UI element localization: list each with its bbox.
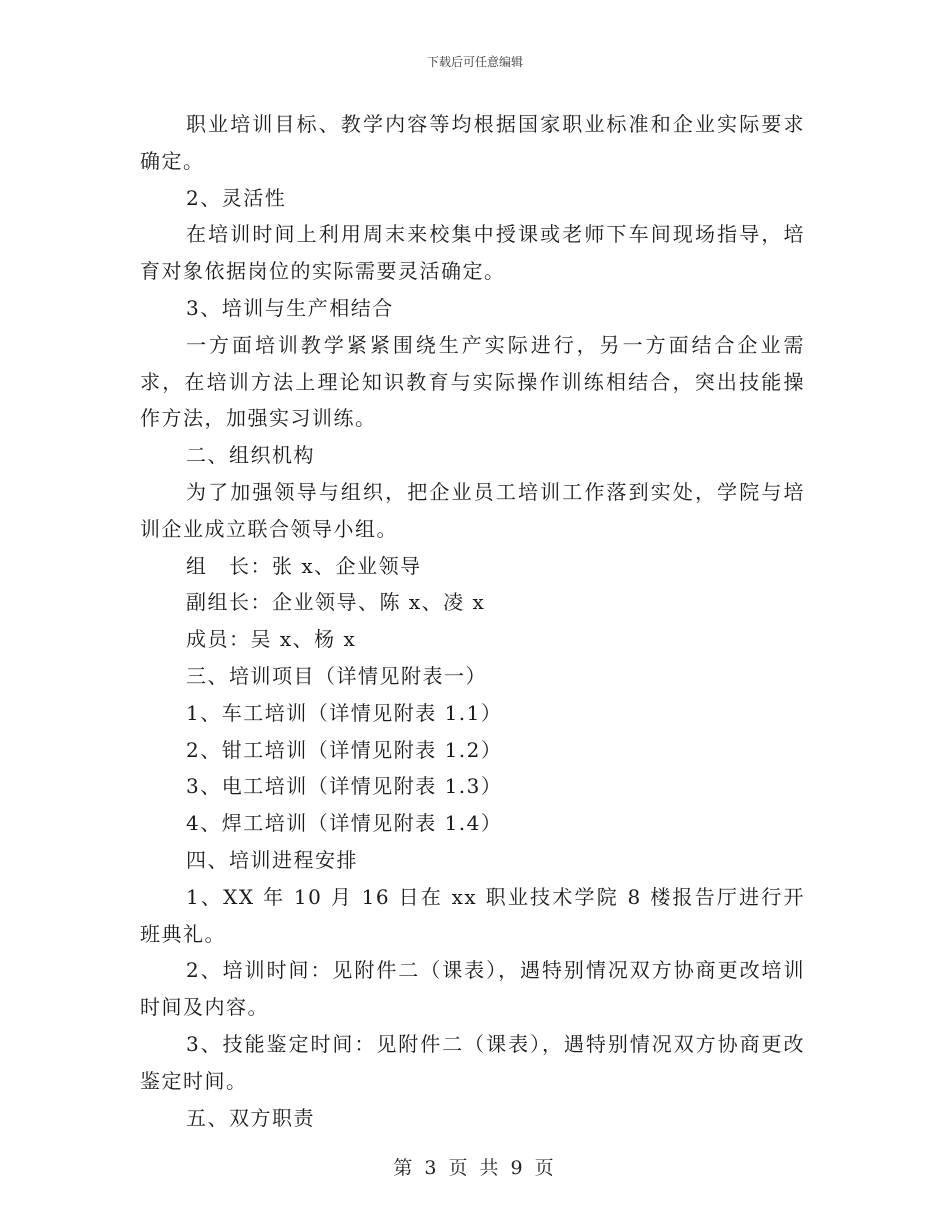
paragraph-organization: 为了加强领导与组织，把企业员工培训工作落到实处，学院与培训企业成立联合领导小组。 bbox=[140, 479, 805, 541]
heading-organization: 二、组织机构 bbox=[186, 443, 315, 468]
heading-training-items: 三、培训项目（详情见附表一） bbox=[186, 663, 487, 688]
item-lathe: 1、车工培训（详情见附表 1.1） bbox=[186, 700, 503, 725]
item-electrician: 3、电工培训（详情见附表 1.3） bbox=[186, 774, 503, 799]
group-leader: 组 长：张 x、企业领导 bbox=[186, 553, 422, 578]
schedule-appraisal-time: 3、技能鉴定时间：见附件二（课表），遇特别情况双方协商更改鉴定时间。 bbox=[140, 1031, 805, 1093]
page-header: 下载后可任意编辑 bbox=[426, 55, 523, 69]
item-welder: 4、焊工培训（详情见附表 1.4） bbox=[186, 811, 503, 836]
schedule-opening: 1、XX 年 10 月 16 日在 xx 职业技术学院 8 楼报告厅进行开班典礼。 bbox=[140, 884, 805, 946]
heading-training-production: 3、培训与生产相结合 bbox=[186, 295, 394, 320]
paragraph-flexibility: 在培训时间上利用周末来校集中授课或老师下车间现场指导，培育对象依据岗位的实际需要灵活确定。 bbox=[140, 222, 805, 284]
page-footer: 第 3 页 共 9 页 bbox=[393, 1157, 557, 1179]
heading-responsibilities: 五、双方职责 bbox=[186, 1105, 315, 1130]
schedule-training-time: 2、培训时间：见附件二（课表），遇特别情况双方协商更改培训时间及内容。 bbox=[140, 958, 805, 1020]
deputy-leader: 副组长：企业领导、陈 x、凌 x bbox=[186, 590, 486, 615]
heading-flexibility: 2、灵活性 bbox=[186, 185, 287, 210]
document-body bbox=[140, 106, 805, 1136]
paragraph-goal-basis: 职业培训目标、教学内容等均根据国家职业标准和企业实际要求确定。 bbox=[140, 112, 805, 173]
paragraph-training-production: 一方面培训教学紧紧围绕生产实际进行，另一方面结合企业需求，在培训方法上理论知识教育与实际操作训练相结合，突出技能操作方法，加强实习训练。 bbox=[140, 332, 805, 431]
heading-schedule: 四、培训进程安排 bbox=[186, 847, 358, 872]
members: 成员：吴 x、杨 x bbox=[186, 627, 357, 652]
item-fitter: 2、钳工培训（详情见附表 1.2） bbox=[186, 737, 503, 762]
